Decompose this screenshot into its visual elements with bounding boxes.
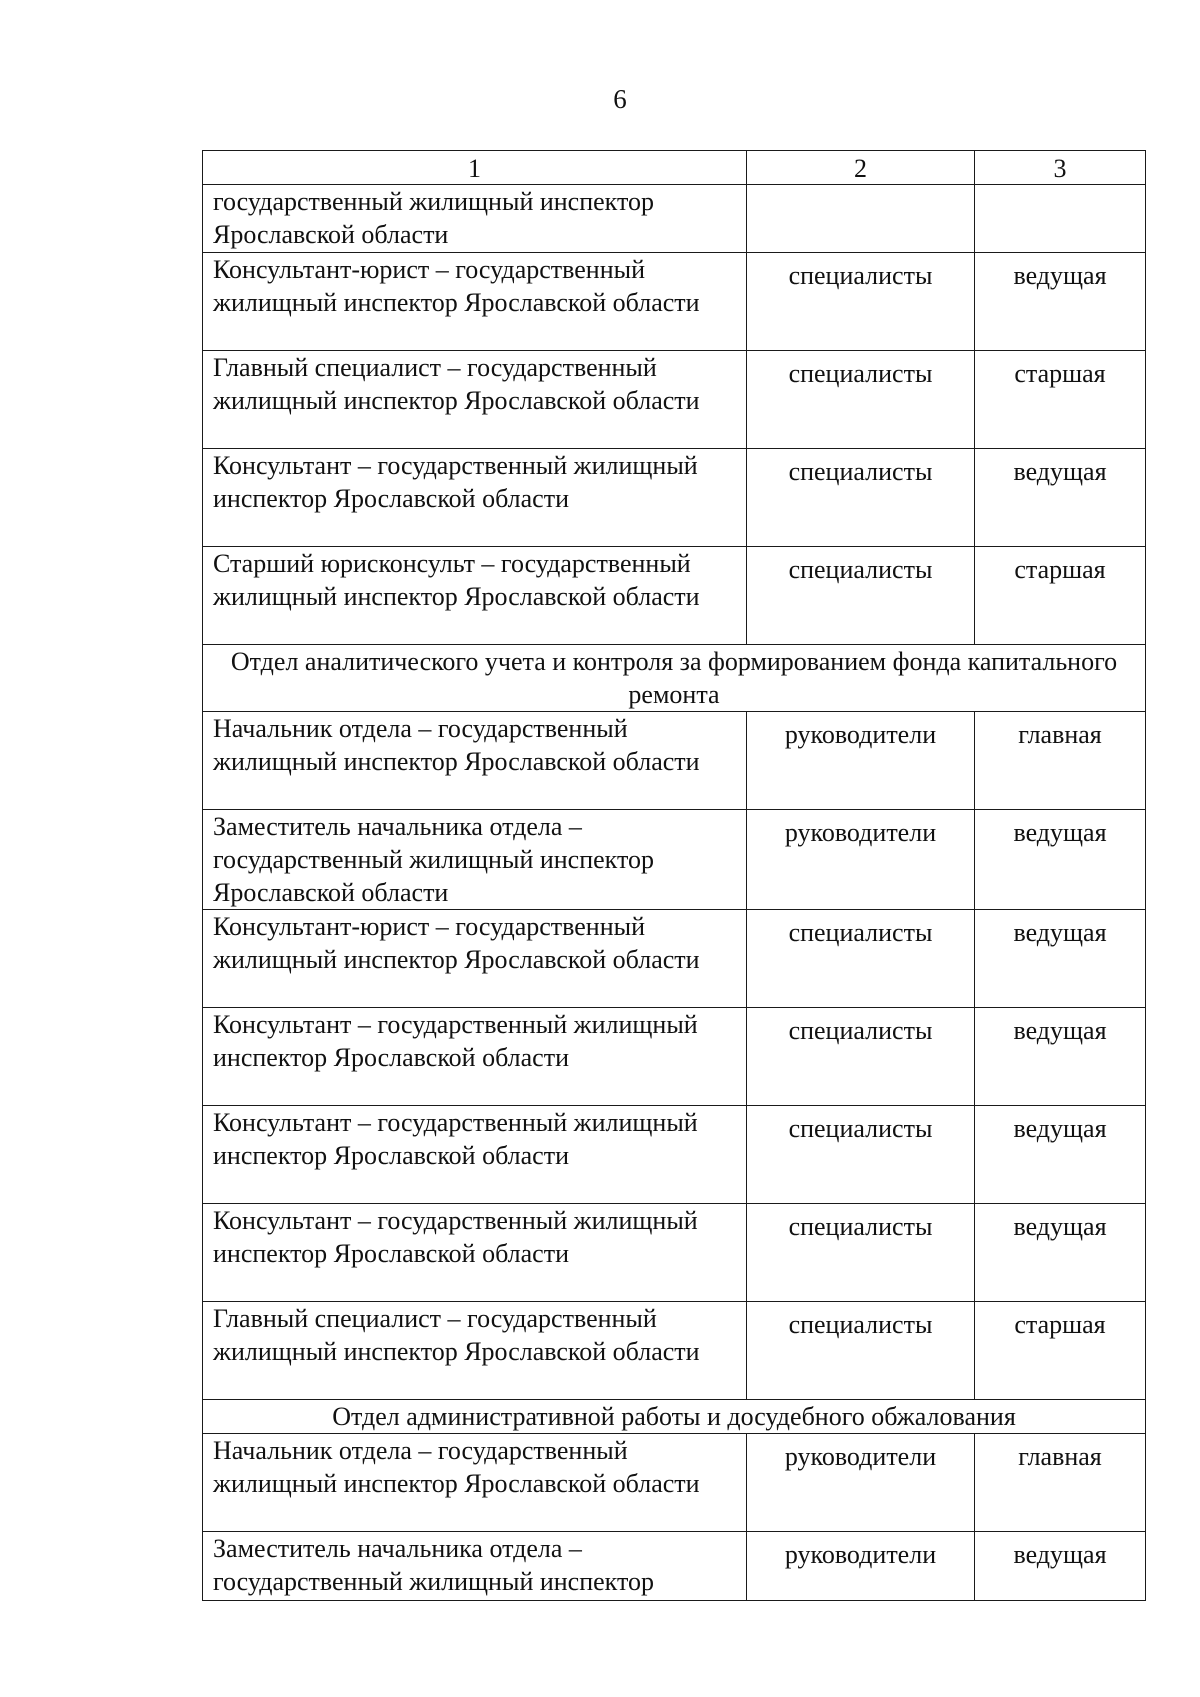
table-row bbox=[203, 253, 1146, 351]
category-cell: руководители bbox=[747, 1532, 975, 1601]
category-cell: специалисты bbox=[747, 1204, 975, 1302]
position-cell: Консультант – государственный жилищный инспектор Ярославской области bbox=[203, 449, 747, 547]
table-row bbox=[203, 351, 1146, 449]
positions-table bbox=[202, 150, 1146, 1601]
position-cell: Начальник отдела – государственный жилищный инспектор Ярославской области bbox=[203, 1434, 747, 1532]
table-row bbox=[203, 810, 1146, 910]
group-cell: ведущая bbox=[975, 1204, 1146, 1302]
group-cell: главная bbox=[975, 712, 1146, 810]
category-cell: специалисты bbox=[747, 1106, 975, 1204]
table-row bbox=[203, 449, 1146, 547]
position-cell: государственный жилищный инспектор Ярославской области bbox=[203, 185, 747, 253]
group-cell: ведущая bbox=[975, 449, 1146, 547]
section-header-row bbox=[203, 1400, 1146, 1434]
table-row bbox=[203, 185, 1146, 253]
position-cell: Старший юрисконсульт – государственный жилищный инспектор Ярославской области bbox=[203, 547, 747, 645]
position-cell: Консультант – государственный жилищный инспектор Ярославской области bbox=[203, 1204, 747, 1302]
table-row bbox=[203, 910, 1146, 1008]
category-cell: руководители bbox=[747, 712, 975, 810]
group-cell: старшая bbox=[975, 547, 1146, 645]
position-cell: Консультант – государственный жилищный инспектор Ярославской области bbox=[203, 1106, 747, 1204]
table-row bbox=[203, 1532, 1146, 1601]
category-cell: руководители bbox=[747, 810, 975, 910]
section-title: Отдел административной работы и досудебного обжалования bbox=[203, 1400, 1146, 1434]
position-cell: Консультант-юрист – государственный жилищный инспектор Ярославской области bbox=[203, 910, 747, 1008]
group-cell: ведущая bbox=[975, 1008, 1146, 1106]
position-cell: Начальник отдела – государственный жилищный инспектор Ярославской области bbox=[203, 712, 747, 810]
group-cell: старшая bbox=[975, 351, 1146, 449]
table-row bbox=[203, 1434, 1146, 1532]
category-cell: специалисты bbox=[747, 351, 975, 449]
table-header-row bbox=[203, 151, 1146, 185]
table-row bbox=[203, 1008, 1146, 1106]
position-cell: Консультант-юрист – государственный жилищный инспектор Ярославской области bbox=[203, 253, 747, 351]
table-row bbox=[203, 547, 1146, 645]
position-cell: Заместитель начальника отдела – государственный жилищный инспектор Ярославской области bbox=[203, 810, 747, 910]
group-cell: ведущая bbox=[975, 1532, 1146, 1601]
group-cell: старшая bbox=[975, 1302, 1146, 1400]
group-cell bbox=[975, 185, 1146, 253]
section-header-row bbox=[203, 645, 1146, 712]
group-cell: ведущая bbox=[975, 810, 1146, 910]
table-row bbox=[203, 1204, 1146, 1302]
column-header-2: 2 bbox=[747, 151, 975, 185]
category-cell: руководители bbox=[747, 1434, 975, 1532]
position-cell: Консультант – государственный жилищный инспектор Ярославской области bbox=[203, 1008, 747, 1106]
position-cell: Главный специалист – государственный жилищный инспектор Ярославской области bbox=[203, 1302, 747, 1400]
group-cell: главная bbox=[975, 1434, 1146, 1532]
table-row bbox=[203, 712, 1146, 810]
position-cell: Заместитель начальника отдела – государственный жилищный инспектор bbox=[203, 1532, 747, 1601]
category-cell: специалисты bbox=[747, 1302, 975, 1400]
table-row bbox=[203, 1106, 1146, 1204]
category-cell: специалисты bbox=[747, 1008, 975, 1106]
category-cell: специалисты bbox=[747, 910, 975, 1008]
column-header-3: 3 bbox=[975, 151, 1146, 185]
section-title: Отдел аналитического учета и контроля за формированием фонда капитального ремонта bbox=[203, 645, 1146, 712]
group-cell: ведущая bbox=[975, 253, 1146, 351]
position-cell: Главный специалист – государственный жилищный инспектор Ярославской области bbox=[203, 351, 747, 449]
group-cell: ведущая bbox=[975, 910, 1146, 1008]
category-cell: специалисты bbox=[747, 449, 975, 547]
table-row bbox=[203, 1302, 1146, 1400]
category-cell: специалисты bbox=[747, 547, 975, 645]
category-cell: специалисты bbox=[747, 253, 975, 351]
group-cell: ведущая bbox=[975, 1106, 1146, 1204]
page-number: 6 bbox=[613, 84, 627, 114]
category-cell bbox=[747, 185, 975, 253]
column-header-1: 1 bbox=[203, 151, 747, 185]
